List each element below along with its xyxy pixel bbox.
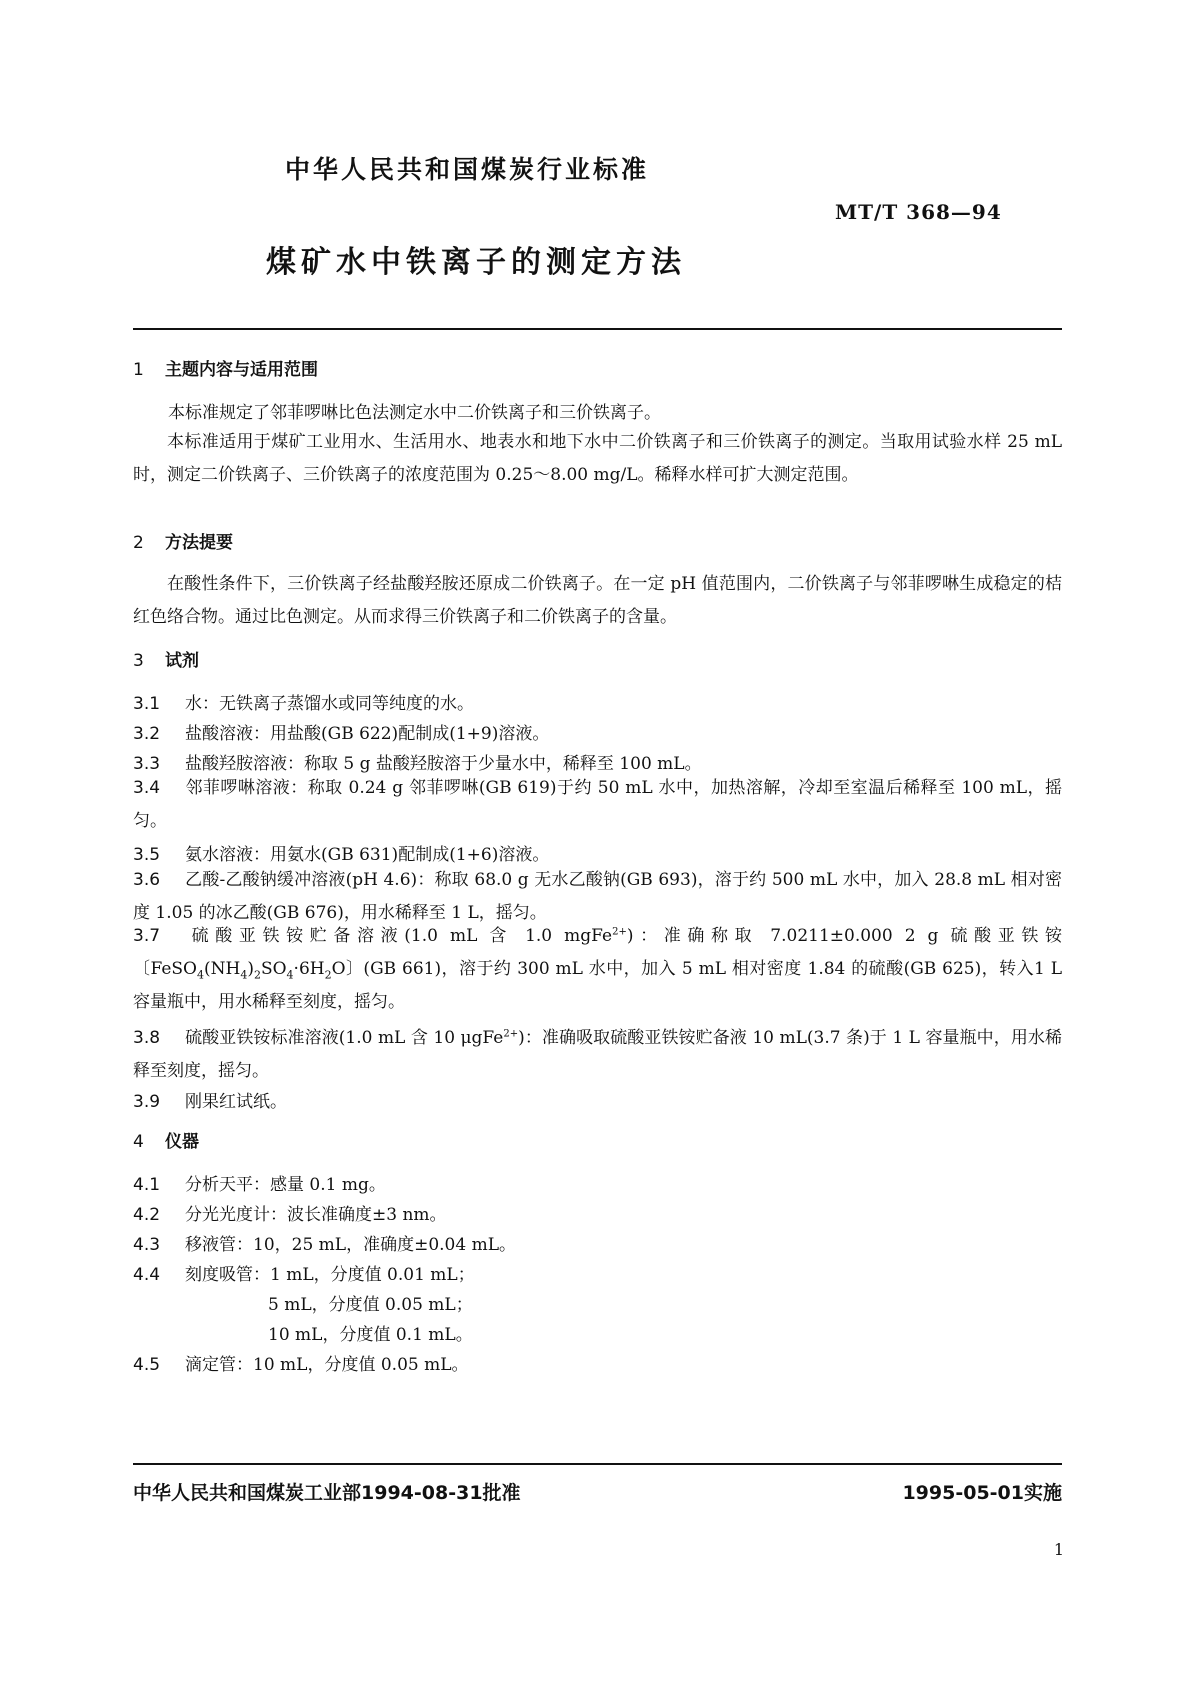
instrument-item-continuation: 10 mL，分度值 0.1 mL。 <box>268 1325 473 1345</box>
standard-code: MT/T 368—94 <box>835 200 1002 224</box>
superscript: 2+ <box>612 926 627 938</box>
instrument-item <box>133 1230 516 1255</box>
footer-divider <box>133 1463 1062 1465</box>
subscript: 2 <box>324 968 332 982</box>
section-title: 主题内容与适用范围 <box>165 360 318 380</box>
item-number: 3.6 <box>133 870 161 890</box>
header-divider <box>133 328 1062 330</box>
item-number: 3.3 <box>133 754 161 774</box>
item-text: 氨水溶液：用氨水(GB 631)配制成(1+6)溶液。 <box>185 845 550 865</box>
item-text: 硫酸亚铁铵标准溶液(1.0 mL 含 10 μgFe <box>185 1028 504 1048</box>
item-text: 盐酸羟胺溶液：称取 5 g 盐酸羟胺溶于少量水中，稀释至 100 mL。 <box>185 754 702 774</box>
item-text: ·6H <box>293 959 325 979</box>
item-number: 3.5 <box>133 845 161 865</box>
item-number: 4.5 <box>133 1355 161 1375</box>
item-text: 移液管：10，25 mL，准确度±0.04 mL。 <box>185 1235 516 1255</box>
section-title: 试剂 <box>165 651 199 671</box>
superscript: 2+ <box>503 1028 519 1040</box>
section-title: 方法提要 <box>165 533 233 553</box>
section-number: 4 <box>133 1132 144 1152</box>
item-text: )：准确吸取硫酸亚铁铵贮备液 10 mL(3.7 条)于 1 L 容量瓶中，用水稀释至刻度，摇匀。 <box>133 1028 1062 1081</box>
subscript: 2 <box>253 968 261 982</box>
subscript: 4 <box>286 968 294 982</box>
section-number: 1 <box>133 360 144 380</box>
item-text: 滴定管：10 mL，分度值 0.05 mL。 <box>185 1355 469 1375</box>
section-number: 3 <box>133 651 144 671</box>
instrument-item-continuation: 5 mL，分度值 0.05 mL； <box>268 1295 473 1315</box>
item-text: 乙酸-乙酸钠缓冲溶液(pH 4.6)：称取 68.0 g 无水乙酸钠(GB 693)，溶于约 500 mL 水中，加入 28.8 mL 相对密度 1.05 的冰乙酸(GB 676)，用水稀释至 1 L，摇匀。 <box>133 870 1062 923</box>
item-text: 水：无铁离子蒸馏水或同等纯度的水。 <box>185 694 474 714</box>
section-4-heading <box>133 1127 199 1152</box>
item-text: 分光光度计：波长准确度±3 nm。 <box>185 1205 447 1225</box>
item-text: 盐酸溶液：用盐酸(GB 622)配制成(1+9)溶液。 <box>185 724 550 744</box>
item-text: SO <box>260 959 287 979</box>
section-1-paragraph-2: 本标准适用于煤矿工业用水、生活用水、地表水和地下水中二价铁离子和三价铁离子的测定。当取用试验水样 25 mL 时，测定二价铁离子、三价铁离子的浓度范围为 0.25～8.00 mg/L。稀释水样可扩大测定范围。 <box>133 432 1062 485</box>
item-text: ) <box>247 959 254 979</box>
instrument-item <box>133 1170 386 1195</box>
section-number: 2 <box>133 533 144 553</box>
item-text: 硫酸亚铁铵贮备溶液(1.0 mL 含 1.0 mgFe <box>185 926 613 946</box>
item-text: )：准确称取 7.0211±0.000 2 g 硫酸亚铁铵〔FeSO <box>133 926 1062 979</box>
section-3-heading <box>133 646 199 671</box>
effective-date: 1995-05-01实施 <box>902 1482 1062 1504</box>
item-text: 分析天平：感量 0.1 mg。 <box>185 1175 386 1195</box>
reagent-item <box>133 719 549 744</box>
section-1-heading <box>133 355 318 380</box>
item-number: 3.7 <box>133 926 161 946</box>
item-text: (NH <box>203 959 241 979</box>
instrument-item <box>133 1200 447 1225</box>
subscript: 4 <box>240 968 248 982</box>
item-number: 4.1 <box>133 1175 161 1195</box>
reagent-item <box>133 772 1062 838</box>
section-2-paragraph-1: 在酸性条件下，三价铁离子经盐酸羟胺还原成二价铁离子。在一定 pH 值范围内，二价铁离子与邻菲啰啉生成稳定的桔红色络合物。通过比色测定。从而求得三价铁离子和二价铁离子的含量。 <box>133 574 1062 627</box>
document-title: 煤矿水中铁离子的测定方法 <box>266 245 686 280</box>
reagent-item <box>133 689 474 714</box>
approval-statement: 中华人民共和国煤炭工业部1994-08-31批准 <box>133 1482 521 1504</box>
reagent-item <box>133 920 1062 1019</box>
item-number: 4.4 <box>133 1265 161 1285</box>
instrument-item <box>133 1260 475 1285</box>
item-number: 4.3 <box>133 1235 161 1255</box>
reagent-item <box>133 1087 287 1112</box>
page-number: 1 <box>1053 1540 1064 1559</box>
item-text: 刚果红试纸。 <box>185 1092 287 1112</box>
subscript: 4 <box>196 968 204 982</box>
item-text: O〕(GB 661)，溶于约 300 mL 水中，加入 5 mL 相对密度 1.84 的硫酸(GB 625)，转入1 L容量瓶中，用水稀释至刻度，摇匀。 <box>133 959 1062 1012</box>
item-text: 刻度吸管：1 mL，分度值 0.01 mL； <box>185 1265 475 1285</box>
org-title: 中华人民共和国煤炭行业标准 <box>285 155 650 184</box>
reagent-item <box>133 749 702 774</box>
reagent-item <box>133 840 549 865</box>
item-number: 4.2 <box>133 1205 161 1225</box>
item-number: 3.2 <box>133 724 161 744</box>
item-number: 3.1 <box>133 694 161 714</box>
reagent-item <box>133 1022 1062 1088</box>
section-2-heading <box>133 528 233 553</box>
section-1-paragraph-1: 本标准规定了邻菲啰啉比色法测定水中二价铁离子和三价铁离子。 <box>168 403 661 423</box>
item-number: 3.8 <box>133 1028 161 1048</box>
section-title: 仪器 <box>165 1132 199 1152</box>
instrument-item <box>133 1350 469 1375</box>
item-text: 邻菲啰啉溶液：称取 0.24 g 邻菲啰啉(GB 619)于约 50 mL 水中，加热溶解，冷却至室温后稀释至 100 mL，摇匀。 <box>133 778 1062 831</box>
item-number: 3.4 <box>133 778 161 798</box>
item-number: 3.9 <box>133 1092 161 1112</box>
